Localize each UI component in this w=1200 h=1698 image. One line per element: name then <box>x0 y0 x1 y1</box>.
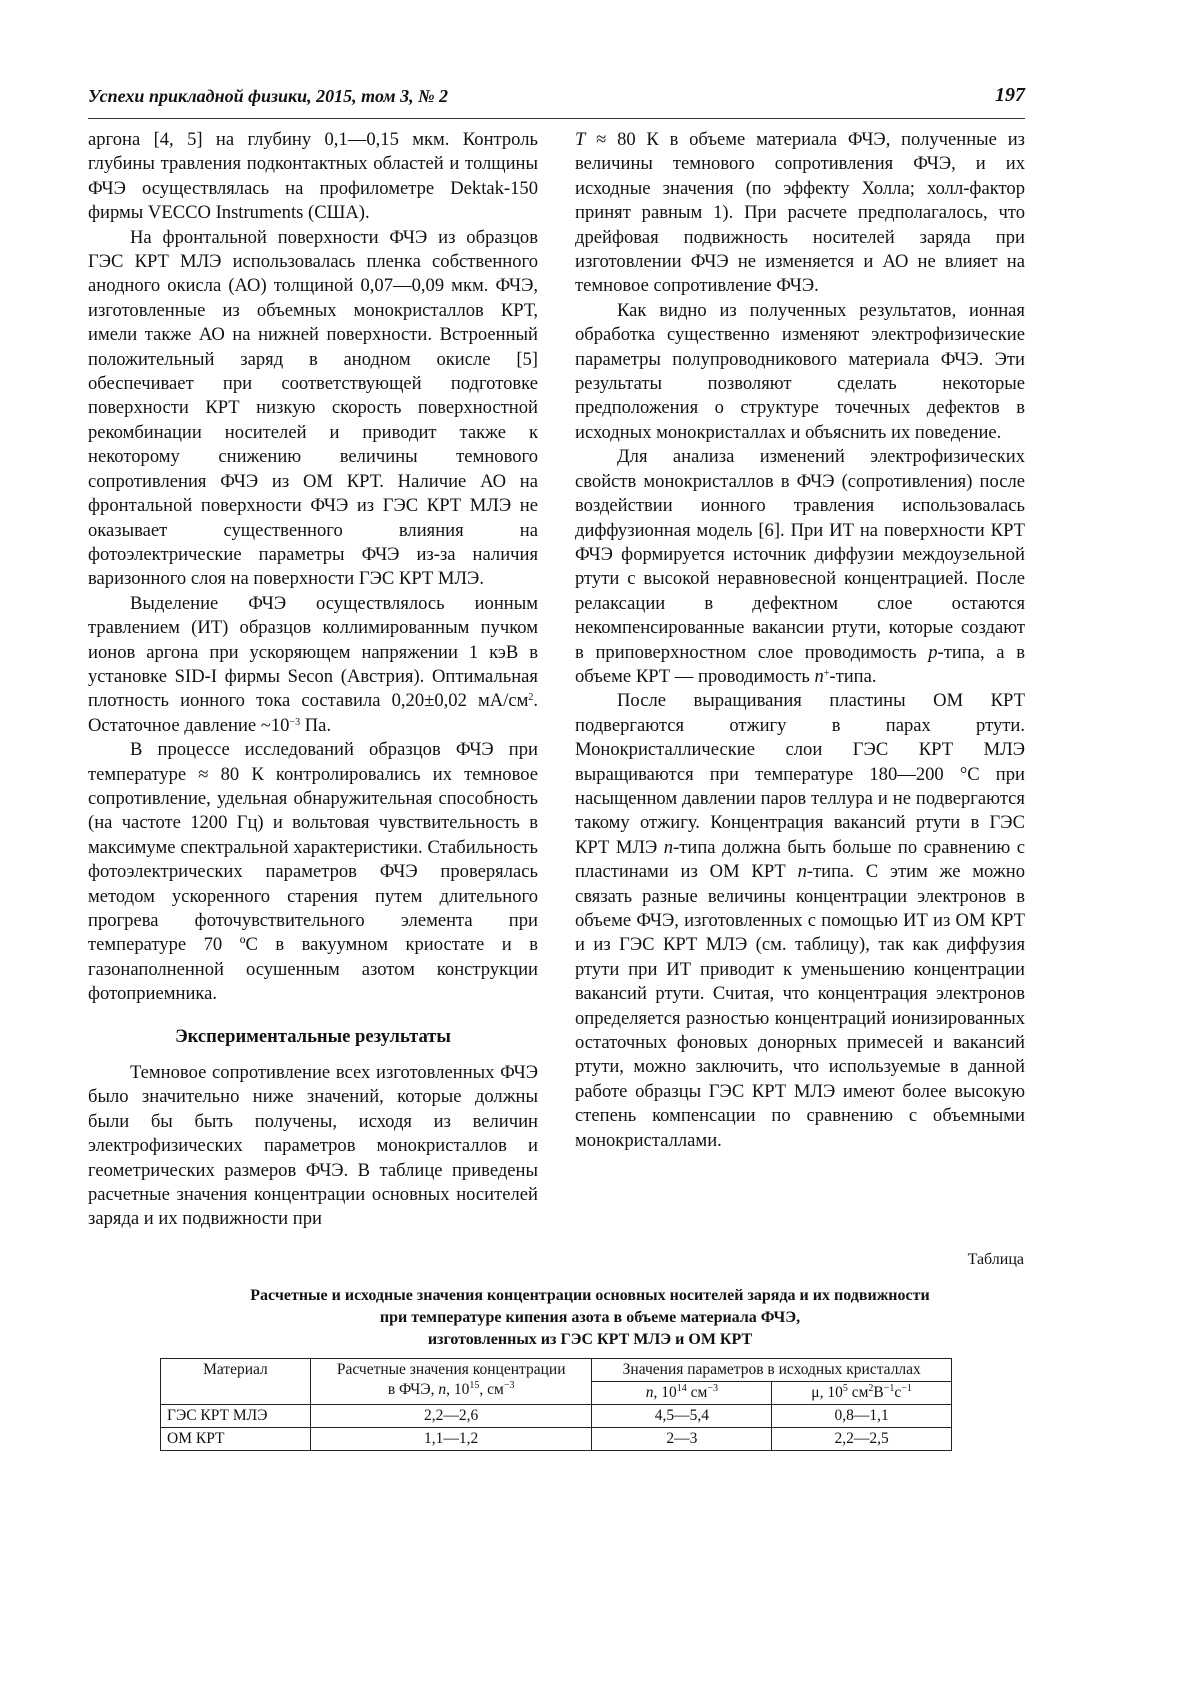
italic-symbol: n <box>814 665 824 687</box>
text-run: Выделение ФЧЭ осуществлялось ионным травлением (ИТ) образцов коллимированным пучком ионов аргона при ускоряющем напряжении 1 кэВ в установке SID-I фирмы Secon (Австрия). Оптимальная плотность ионного тока составила 0,20±0,02 мА/см <box>88 592 538 712</box>
superscript: 15 <box>469 1380 480 1391</box>
header-text: см <box>847 1384 869 1401</box>
italic-symbol: n <box>797 861 807 883</box>
header-text: Расчетные значения концентрации <box>336 1361 566 1378</box>
italic-symbol: p <box>928 641 938 663</box>
cell-mu: 0,8—1,1 <box>772 1405 952 1428</box>
italic-symbol: n <box>645 1384 654 1401</box>
paragraph: Темновое сопротивление всех изготовленных ФЧЭ было значительно ниже значений, которые должны были бы быть получены, исходя из величин электрофизических параметров монокристаллов и геометрических размеров ФЧЭ. В таблице приведены расчетные значения концентрации основных носителей заряда и их подвижности при <box>88 1062 538 1230</box>
superscript: 2 <box>528 692 534 704</box>
cell-n: 2—3 <box>592 1428 772 1451</box>
running-header <box>88 84 1025 116</box>
header-group: Значения параметров в исходных кристаллах <box>592 1359 952 1382</box>
caption-line: изготовленных из ГЭС КРТ МЛЭ и ОМ КРТ <box>427 1331 753 1348</box>
paragraph <box>575 689 1025 1153</box>
table-label: Таблица <box>967 1251 1024 1268</box>
superscript: −3 <box>503 1380 515 1391</box>
caption-line: Расчетные и исходные значения концентрации основных носителей заряда и их подвижности <box>250 1287 930 1304</box>
caption-line: при температуре кипения азота в объеме материала ФЧЭ, <box>379 1309 801 1326</box>
header-text: с <box>894 1384 902 1401</box>
paragraph: В процессе исследований образцов ФЧЭ при температуре ≈ 80 К контролировались их темновое сопротивление, удельная обнаружительная способность (на частоте 1200 Гц) и вольтовая чувствительность в максимуме спектральной характеристики. Стабильность фотоэлектрических параметров ФЧЭ проверялась методом ускоренного старения путем длительного прогрева фоточувствительного элемента при температуре 70 ºС в вакуумном криостате и в газонаполненной осушенным азотом конструкции фотоприемника. <box>88 739 538 1005</box>
cell-material: ГЭС КРТ МЛЭ <box>161 1405 311 1428</box>
table-caption <box>150 1285 1030 1351</box>
superscript: −3 <box>707 1383 718 1394</box>
header-text: см <box>686 1384 708 1401</box>
text-run: Для анализа изменений электрофизических свойств монокристаллов в ФЧЭ (сопротивления) после воздействии ионного травления использовалась диффузионная модель [6]. При ИТ на поверхности КРТ ФЧЭ формируется источник диффузии междоузельной ртути с высокой неравновесной концентрацией. После релаксации в дефектном слое остаются некомпенсированные вакансии ртути, которые создают в приповерхностном слое проводимость <box>575 446 1025 663</box>
left-column <box>88 128 538 1232</box>
cell-calc: 2,2—2,6 <box>310 1405 592 1428</box>
text-run: Па. <box>300 714 332 736</box>
header-text: , 10 <box>653 1384 677 1401</box>
text-run: -типа должна быть больше по сравнению с пластинами из ОМ КРТ <box>575 836 1025 883</box>
table-row <box>161 1428 952 1451</box>
cell-mu: 2,2—2,5 <box>772 1428 952 1451</box>
text-run: -типа. <box>829 665 877 687</box>
right-column <box>575 128 1025 1153</box>
header-calc <box>310 1359 592 1405</box>
paragraph: На фронтальной поверхности ФЧЭ из образцов ГЭС КРТ МЛЭ использовалась пленка собственного анодного окисла (АО) толщиной 0,07—0,09 мкм. ФЧЭ, изготовленные из объемных монокристаллов КРТ, имели также АО на нижней поверхности. Встроенный положительный заряд в анодном окисле [5] обеспечивает при соответствующей подготовке поверхности КРТ низкую скорость поверхностной рекомбинации носителей и приводит также к некоторому снижению величины темнового сопротивления ФЧЭ из ОМ КРТ. Наличие АО на фронтальной поверхности ФЧЭ из ГЭС КРТ МЛЭ не оказывает существенного влияния на фотоэлектрические параметры ФЧЭ из-за наличия варизонного слоя на поверхности ГЭС КРТ МЛЭ. <box>88 226 538 590</box>
header-material: Материал <box>161 1359 311 1405</box>
superscript: −1 <box>901 1383 912 1394</box>
text-run: . Остаточное давление ~10 <box>88 690 538 736</box>
table-header-row <box>161 1359 952 1382</box>
text-run: После выращивания пластины ОМ КРТ подвергаются отжигу в парах ртути. Монокристаллические слои ГЭС КРТ МЛЭ выращиваются при температуре 180—200 °С при насыщенном давлении паров теллура и не подвергаются такому отжигу. Концентрация вакансий ртути в ГЭС КРТ МЛЭ <box>575 690 1025 858</box>
superscript: −3 <box>289 716 301 728</box>
text-run: ≈ 80 К в объеме материала ФЧЭ, полученные из величины темнового сопротивления ФЧЭ, и их исходные значения (по эффекту Холла; холл-фактор принят равным 1). При расчете предполагалось, что дрейфовая подвижность носителей заряда при изготовлении ФЧЭ не изменяется и АО не влияет на темновое сопротивление ФЧЭ. <box>575 129 1025 297</box>
page-number: 197 <box>995 84 1025 106</box>
header-mu <box>772 1382 952 1405</box>
header-text: μ, 10 <box>811 1384 843 1401</box>
header-text: в ФЧЭ, <box>387 1381 439 1398</box>
superscript: + <box>823 667 830 679</box>
paragraph <box>575 128 1025 299</box>
header-rule <box>88 118 1025 119</box>
data-table <box>160 1358 952 1451</box>
header-n <box>592 1382 772 1405</box>
italic-symbol: n <box>663 836 674 858</box>
header-text: , см <box>479 1381 504 1398</box>
cell-material: ОМ КРТ <box>161 1428 311 1451</box>
journal-title: Успехи прикладной физики, 2015, том 3, № 2 <box>88 86 449 106</box>
table-row <box>161 1405 952 1428</box>
paragraph <box>88 592 538 738</box>
text-run: -типа, а в объеме КРТ — проводимость <box>575 641 1025 687</box>
header-text: , 10 <box>446 1381 470 1398</box>
superscript: 5 <box>842 1383 848 1394</box>
superscript: 14 <box>676 1383 687 1394</box>
text-run: -типа. С этим же можно связать разные величины концентрации электронов в объеме ФЧЭ, изготовленных с помощью ИТ из ОМ КРТ и из ГЭС КРТ МЛЭ (см. таблицу), так как диффузия ртути при ИТ приводит к уменьшению концентрации вакансий ртути. Считая, что концентрация электронов определяется разностью концентраций ионизированных остаточных фоновых донорных примесей и вакансий ртути, можно заключить, что используемые в данной работе образцы ГЭС КРТ МЛЭ имеют более высокую степень компенсации по сравнению с объемными монокристаллами. <box>575 861 1025 1151</box>
italic-symbol: n <box>438 1381 447 1398</box>
superscript: −1 <box>883 1383 895 1394</box>
paragraph <box>575 445 1025 689</box>
paragraph: Как видно из полученных результатов, ионная обработка существенно изменяют электрофизические параметры полупроводникового материала ФЧЭ. Эти результаты позволяют сделать некоторые предположения о структуре точечных дефектов в исходных монокристаллах и объяснить их поведение. <box>575 299 1025 443</box>
cell-calc: 1,1—1,2 <box>310 1428 592 1451</box>
cell-n: 4,5—5,4 <box>592 1405 772 1428</box>
superscript: 2 <box>868 1383 874 1394</box>
header-text: В <box>873 1384 884 1401</box>
paragraph: аргона [4, 5] на глубину 0,1—0,15 мкм. Контроль глубины травления подконтактных областей и толщины ФЧЭ осуществлялась на профилометре Dektak-150 фирмы VECCO Instruments (США). <box>88 129 538 224</box>
section-heading: Экспериментальные результаты <box>175 1025 451 1047</box>
italic-symbol: T <box>575 129 586 150</box>
